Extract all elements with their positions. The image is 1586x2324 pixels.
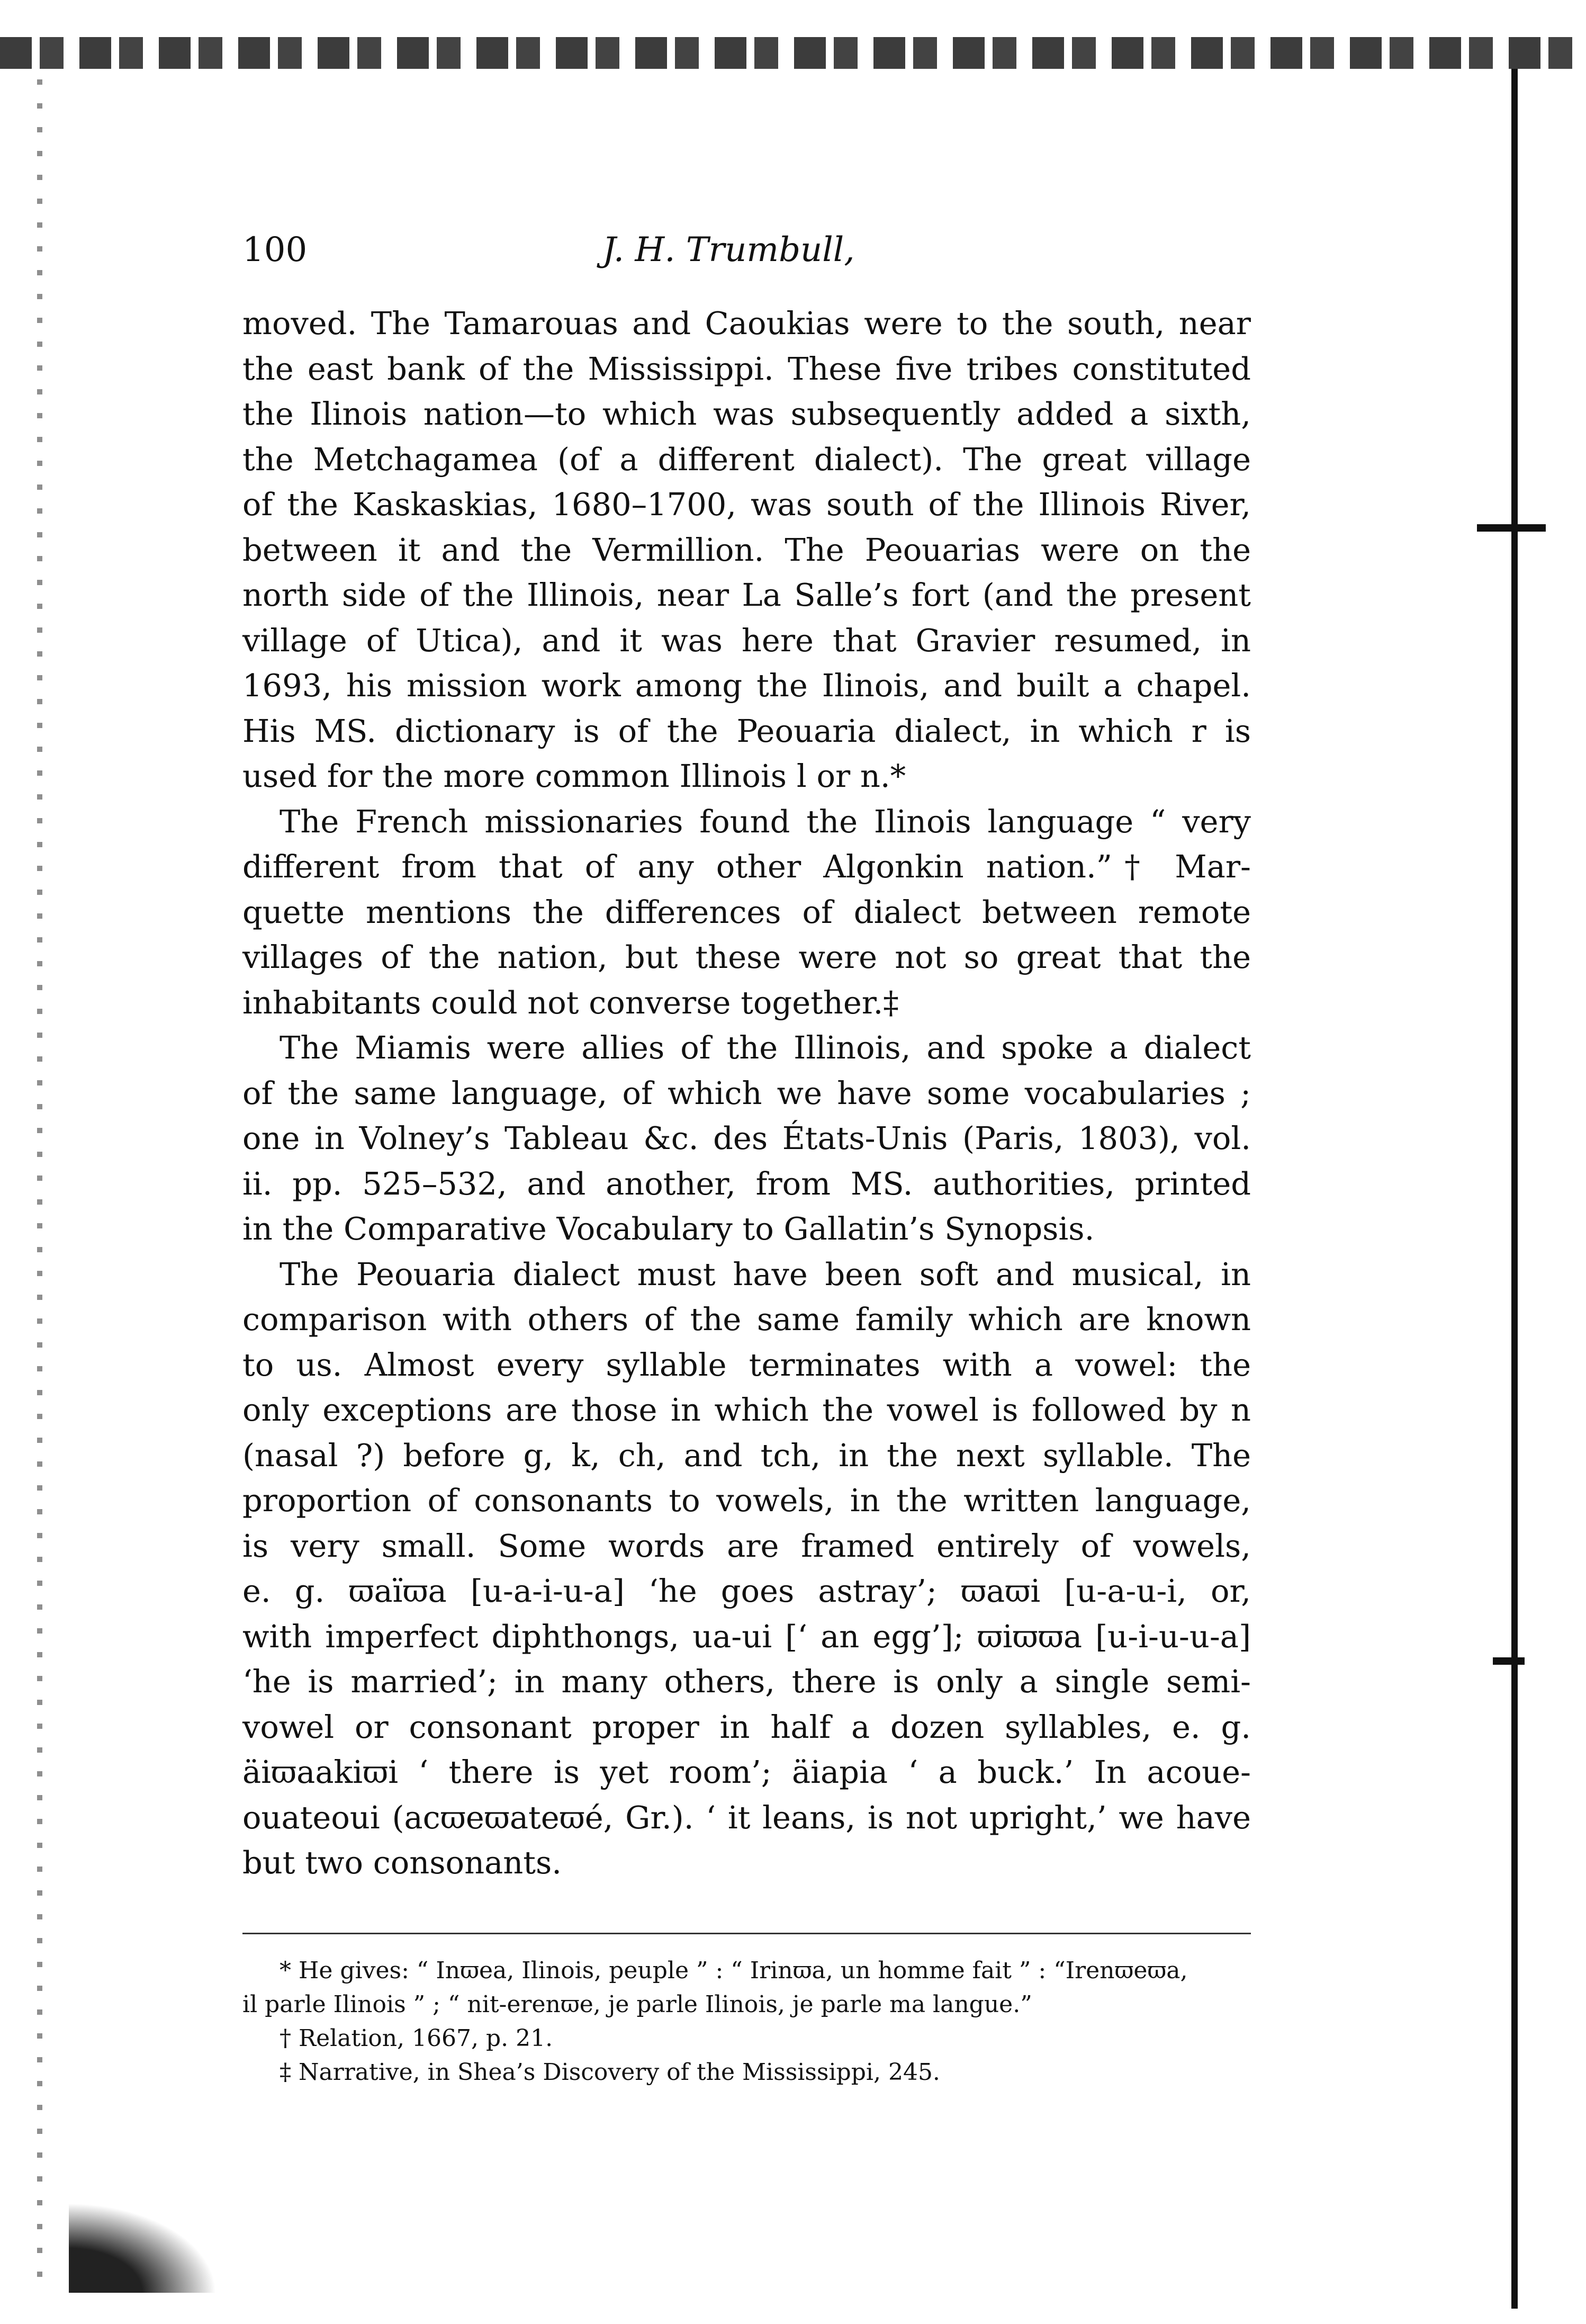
text-line: comparison with others of the same family which are known: [242, 1301, 1251, 1338]
text-line: with imperfect diphthongs, ua-ui [‘ an egg’]; ϖiϖϖa [u-i-u-u-a]: [242, 1618, 1251, 1655]
text-line: the Ilinois nation—to which was subsequently added a sixth,: [242, 396, 1251, 432]
text-line: vowel or consonant proper in half a dozen syllables, e. g.: [242, 1708, 1251, 1745]
text-line: moved. The Tamarouas and Caoukias were to the south, near: [242, 305, 1251, 342]
scan-mark: [1493, 1657, 1525, 1665]
page-number: 100: [242, 230, 308, 270]
text-line: north side of the Illinois, near La Salle’s fort (and the present: [242, 577, 1251, 613]
scan-smudge: [69, 2203, 217, 2293]
text-line: used for the more common Illinois l or n.*: [242, 758, 906, 794]
text-line: the Metchagamea (of a different dialect). The great village: [242, 441, 1251, 478]
page-header: [242, 230, 1248, 278]
text-line: village of Utica), and it was here that Gravier resumed, in: [242, 622, 1251, 659]
text-line: but two consonants.: [242, 1844, 562, 1881]
footnote-line: * He gives: “ Inϖea, Ilinois, peuple ” : “ Irinϖa, un homme fait ” : “Irenϖeϖa,: [280, 1957, 1188, 1984]
footnote-line: ‡ Narrative, in Shea’s Discovery of the Mississippi, 245.: [280, 2059, 940, 2086]
running-head: J. H. Trumbull,: [602, 230, 855, 270]
scan-edge-right: [1511, 69, 1518, 2309]
text-line: e. g. ϖaïϖa [u-a-i-u-a] ‘he goes astray’; ϖaϖi [u-a-u-i, or,: [242, 1573, 1251, 1609]
text-line: between it and the Vermillion. The Peouarias were on the: [242, 531, 1251, 568]
text-line: 1693, his mission work among the Ilinois, and built a chapel.: [242, 667, 1251, 704]
text-line: villages of the nation, but these were not so great that the: [242, 939, 1251, 975]
footnote-line: il parle Ilinois ” ; “ nit-erenϖe, je parle Ilinois, je parle ma langue.”: [242, 1991, 1032, 2018]
text-line: one in Volney’s Tableau &c. des États-Unis (Paris, 1803), vol.: [242, 1120, 1251, 1156]
text-line: The French missionaries found the Ilinois language “ very: [280, 803, 1251, 840]
footnote-line: † Relation, 1667, p. 21.: [280, 2025, 553, 2052]
text-line: ii. pp. 525–532, and another, from MS. authorities, printed: [242, 1165, 1251, 1202]
scan-mark: [1477, 524, 1546, 532]
text-line: is very small. Some words are framed entirely of vowels,: [242, 1527, 1251, 1564]
scan-edge-top: [0, 37, 1586, 69]
text-line: only exceptions are those in which the vowel is followed by n: [242, 1392, 1251, 1428]
text-line: of the same language, of which we have some vocabularies ;: [242, 1074, 1251, 1111]
text-line: of the Kaskaskias, 1680–1700, was south of the Illinois River,: [242, 486, 1251, 523]
text-line: different from that of any other Algonkin nation.”† Mar-: [242, 848, 1251, 885]
footnotes: [242, 1954, 1251, 2089]
text-line: (nasal ?) before g, k, ch, and tch, in the next syllable. The: [242, 1437, 1251, 1474]
text-line: äiϖaakiϖi ‘ there is yet room’; äiapia ‘ a buck.’ In acoue-: [242, 1754, 1251, 1790]
text-line: inhabitants could not converse together.‡: [242, 984, 899, 1021]
text-line: to us. Almost every syllable terminates with a vowel: the: [242, 1346, 1251, 1383]
text-line: in the Comparative Vocabulary to Gallatin’s Synopsis.: [242, 1210, 1095, 1247]
text-line: ouateoui (acϖeϖateϖé, Gr.). ‘ it leans, is not upright,’ we have: [242, 1799, 1251, 1836]
text-line: The Miamis were allies of the Illinois, and spoke a dialect: [280, 1029, 1251, 1066]
text-line: ‘he is married’; in many others, there is only a single semi-: [242, 1663, 1251, 1700]
text-line: proportion of consonants to vowels, in the written language,: [242, 1482, 1251, 1519]
text-line: His MS. dictionary is of the Peouaria dialect, in which r is: [242, 712, 1251, 749]
text-line: The Peouaria dialect must have been soft and musical, in: [280, 1255, 1251, 1293]
body-text: [242, 301, 1251, 1886]
text-line: the east bank of the Mississippi. These five tribes constituted: [242, 350, 1251, 387]
text-line: quette mentions the differences of dialect between remote: [242, 893, 1251, 930]
footnote-rule: [242, 1933, 1251, 1934]
scan-edge-left: [37, 79, 42, 2277]
